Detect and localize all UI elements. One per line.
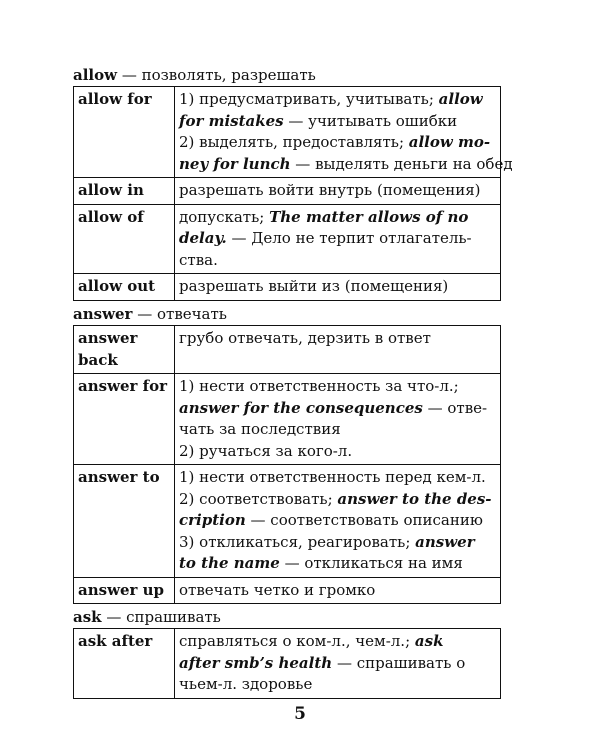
definition-text: ства. (179, 250, 218, 269)
definition-text: 1) нести ответственность перед кем-л. (179, 468, 486, 486)
meaning-line (179, 398, 496, 420)
definition-text: грубо отвечать, дерзить в ответ (179, 329, 431, 347)
meaning-line (179, 631, 496, 653)
definition-text: отвечать четко и громко (179, 580, 376, 599)
phrasal-verbs-table-allow (73, 86, 513, 301)
table-row (74, 465, 501, 578)
meaning-line (179, 250, 496, 272)
table-row (74, 87, 501, 178)
table-row (74, 374, 501, 465)
verb-headword: ask (73, 608, 102, 626)
meaning-line (179, 180, 496, 202)
definition-text: — выделять деньги на обед (290, 154, 513, 173)
table-row (74, 274, 501, 301)
meaning-cell (175, 274, 501, 301)
definition-text: 1) нести ответственность за что-л.; (179, 377, 459, 395)
table-row (74, 577, 501, 604)
phrasal-verb: answer to (74, 465, 175, 578)
definition-text: — учитывать ошибки (283, 111, 458, 130)
entry-ask (73, 608, 501, 699)
meaning-line (179, 653, 496, 675)
entry-allow (73, 66, 513, 301)
definition-text: 1) предусматривать, учитывать; (179, 90, 439, 108)
definition-text: разрешать войти внутрь (помещения) (179, 181, 481, 199)
definition-text: — отве- (422, 398, 488, 417)
meaning-line (179, 154, 513, 176)
meaning-cell (175, 204, 501, 274)
phrasal-verb: allow out (74, 274, 175, 301)
heading-dash: — (117, 66, 142, 84)
meaning-line (179, 419, 496, 441)
definition-text: 2) выделять, предоставлять; (179, 133, 409, 151)
definition-text: разрешать выйти из (помещения) (179, 277, 449, 295)
verb-translation: позволять, разрешать (141, 66, 316, 84)
verb-headword: allow (73, 66, 118, 84)
definition-text: допускать; (179, 207, 270, 226)
definition-text: 2) ручаться за кого-л. (179, 441, 353, 460)
entry-answer (73, 305, 501, 604)
example-phrase: allow mo- (408, 133, 491, 151)
table-row (74, 204, 501, 274)
phrasal-verb: answer for (74, 374, 175, 465)
table-row (74, 629, 501, 699)
meaning-line (179, 207, 496, 229)
meaning-cell (175, 326, 501, 374)
meaning-cell (175, 577, 501, 604)
example-phrase: delay. (179, 229, 227, 247)
example-phrase: to the name (179, 554, 280, 572)
phrasal-verb: answer up (74, 577, 175, 604)
entry-heading (73, 305, 501, 325)
heading-dash: — (132, 305, 157, 323)
verb-translation: спрашивать (126, 608, 221, 626)
meaning-cell (175, 629, 501, 699)
verb-headword: answer (73, 305, 133, 323)
example-phrase: cription (179, 511, 246, 529)
table-row (74, 326, 501, 374)
meaning-cell (175, 178, 501, 205)
meaning-line (179, 89, 496, 111)
meaning-line (179, 132, 496, 154)
meaning-line (179, 328, 496, 350)
definition-text: справляться о ком-л., чем-л.; (179, 632, 415, 650)
page-number: 5 (294, 704, 306, 724)
example-phrase: The matter allows of no (269, 207, 469, 226)
meaning-line (179, 580, 496, 602)
example-phrase: answer (415, 532, 475, 551)
meaning-line (179, 111, 496, 133)
definition-text: 2) соответствовать; (179, 489, 338, 508)
phrasal-verb: allow for (74, 87, 175, 178)
meaning-cell (175, 87, 513, 178)
table-row (74, 178, 501, 205)
heading-dash: — (101, 608, 127, 626)
phrasal-verb: allow of (74, 204, 175, 274)
definition-text: — откликаться на имя (279, 554, 463, 572)
meaning-line (179, 553, 496, 575)
definition-text: чьем-л. здоровье (179, 675, 313, 693)
phrasal-verbs-table-answer (73, 325, 501, 604)
meaning-line (179, 276, 496, 298)
entry-heading (73, 66, 501, 86)
meaning-line (179, 441, 496, 463)
meaning-line (179, 489, 496, 511)
example-phrase: ask (414, 632, 444, 650)
example-phrase: allow (438, 90, 483, 108)
example-phrase: for mistakes (179, 111, 284, 130)
meaning-line (179, 674, 496, 696)
definition-text: — спрашивать о (332, 653, 466, 672)
meaning-line (179, 467, 496, 489)
phrasal-verb: ask after (74, 629, 175, 699)
meaning-line (179, 376, 496, 398)
meaning-line (179, 532, 496, 554)
example-phrase: answer for the consequences (179, 398, 423, 417)
entry-heading (73, 608, 501, 628)
meaning-line (179, 228, 496, 250)
phrasal-verbs-table-ask (73, 628, 501, 699)
verb-translation: отвечать (156, 305, 227, 323)
example-phrase: after smb’s health (179, 653, 333, 672)
definition-text: 3) откликаться, реагировать; (179, 532, 416, 551)
definition-text: — Дело не терпит отлагатель- (226, 229, 472, 247)
phrasal-verb: allow in (74, 178, 175, 205)
definition-text: чать за последствия (179, 420, 341, 438)
meaning-line (179, 510, 496, 532)
example-phrase: ney for lunch (179, 154, 291, 173)
phrasal-verb: answer back (74, 326, 175, 374)
example-phrase: answer to the des- (337, 489, 492, 508)
meaning-cell (175, 465, 501, 578)
definition-text: — соответствовать описанию (245, 511, 483, 529)
meaning-cell (175, 374, 501, 465)
